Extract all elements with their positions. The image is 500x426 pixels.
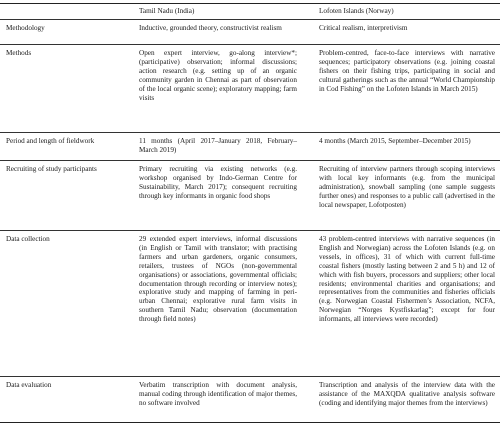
cell-lofoten-data-collection: 43 problem-centred interviews with narrative sequences (in English and Norwegian) across the Lofoten Islands (e.g. on vessels, in offices), 31 of which with current full-time coastal fishers (mostly lasting between 2 and 5 h) and 12 of which with fish buyers, processors and suppliers; other local residents; environmental charities and organisations; and representatives from the communities and fisheries officials (e.g. Norwegian Coastal Fishermen’s Association, NCFA, Norwegian “Norges Kystfiskarlag”; except for four informants, all interviews were recorded) [319, 235, 495, 324]
cell-tamil-recruiting: Primary recruiting via existing networks (e.g. workshop organised by Indo-German Centre for Sustainability, March 2017); consequent recruiting through key informants in organic food shops [139, 165, 297, 200]
row-rule [0, 376, 500, 377]
cell-tamil-data-evaluation: Verbatim transcription with document analysis, manual coding through identification of major themes, no software involved [139, 381, 297, 407]
cell-lofoten-recruiting: Recruiting of interview partners through scoping interviews with local key informants (e.g. from the municipal administration), snowball sampling (one sample suggests further ones) and responses to a public call (advertised in the local newspaper, Lofotposten) [319, 165, 495, 209]
row-rule [0, 44, 500, 45]
table-bottom-rule [0, 422, 500, 423]
header-rule [0, 19, 500, 20]
row-label-data-collection: Data collection [6, 235, 50, 243]
header-cell-lofoten: Lofoten Islands (Norway) [319, 7, 394, 15]
row-rule [0, 132, 500, 133]
cell-lofoten-methods: Problem-centred, face-to-face interviews with narrative sequences; participatory observations (e.g. joining coastal fishers on their fishing trips, participating in social and cultural gatherings such as the annual “World Championship in Cod Fishing” on the Lofoten Islands in March 2015) [319, 49, 495, 93]
row-rule [0, 160, 500, 161]
row-label-methodology: Methodology [6, 24, 45, 32]
row-label-recruiting: Recruiting of study participants [6, 165, 97, 173]
cell-lofoten-period: 4 months (March 2015, September–December 2015) [319, 137, 471, 145]
cell-lofoten-methodology: Critical realism, interpretivism [319, 24, 408, 32]
cell-lofoten-data-evaluation: Transcription and analysis of the interview data with the assistance of the MAXQDA qualitative analysis software (coding and identifying major themes from the interviews) [319, 381, 495, 407]
cell-tamil-methodology: Inductive, grounded theory, constructivist realism [139, 24, 282, 32]
row-rule [0, 230, 500, 231]
row-label-methods: Methods [6, 49, 32, 57]
cell-tamil-methods: Open expert interview, go-along interview*; (participative) observation; informal discussions; action research (e.g. setting up of an organic community garden in Chennai as part of observation of the local organic scene); exploratory mapping; farm visits [139, 49, 297, 102]
cell-tamil-data-collection: 29 extended expert interviews, informal discussions (in English or Tamil with translator; with practising farmers and urban gardeners, organic consumers, retailers, trustees of NGOs (non-governmental organisations) or associations, governmental officials; documentation through recording or interview notes); explorative study and mapping of farming in peri-urban Chennai; explorative rural farm visits in southern Tamil Nadu; observation (documentation through field notes) [139, 235, 297, 324]
cell-tamil-period: 11 months (April 2017–January 2018, February–March 2019) [139, 137, 297, 154]
row-label-data-evaluation: Data evaluation [6, 381, 52, 389]
table-top-rule [0, 3, 500, 4]
row-label-period: Period and length of fieldwork [6, 137, 95, 145]
header-cell-tamil-nadu: Tamil Nadu (India) [139, 7, 195, 15]
